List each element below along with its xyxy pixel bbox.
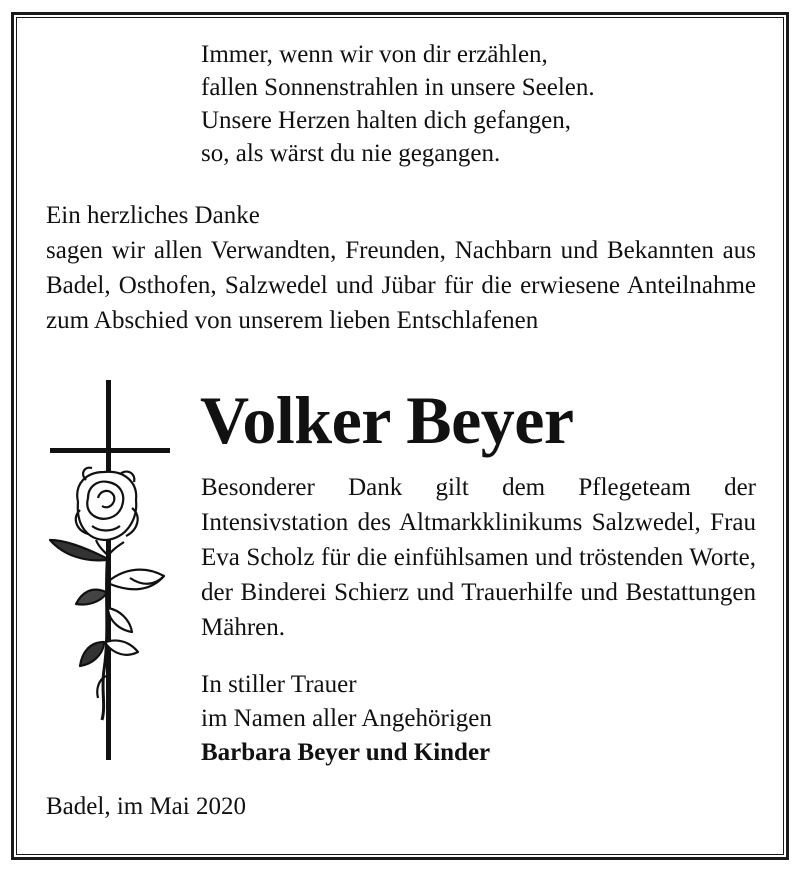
poem-line: so, als wärst du nie gegangen. — [201, 140, 501, 167]
poem-line: Unsere Herzen halten dich gefangen, — [201, 107, 571, 134]
mourning-line: In stiller Trauer — [201, 671, 357, 698]
signer-name: Barbara Beyer und Kinder — [201, 739, 491, 766]
thanks-body: sagen wir allen Verwandten, Freunden, Nachbarn und Bekannten aus Badel, Osthofen, Salzwedel und Jübar für die erwiesene Anteilnahme zum Abschied von unserem lieben Entschlafenen — [46, 237, 756, 334]
mourning-line: im Namen aller Angehörigen — [201, 705, 492, 732]
poem-line: Immer, wenn wir von dir erzählen, — [201, 41, 548, 68]
deceased-name: Volker Beyer — [200, 382, 574, 458]
mourning-signature — [201, 668, 492, 770]
place-date: Badel, im Mai 2020 — [46, 793, 246, 820]
special-thanks: Besonderer Dank gilt dem Pflegeteam der Intensivstation des Altmarkklinikums Salzwedel, Frau Eva Scholz für die einfühlsamen und tröstenden Worte, der Binderei Schierz und Trauerhilfe und Bestattungen Mähren. — [201, 474, 756, 641]
poem-line: fallen Sonnenstrahlen in unsere Seelen. — [201, 74, 595, 101]
thanks-intro: Ein herzliches Danke — [46, 202, 260, 229]
cross-with-rose — [46, 380, 176, 760]
memorial-poem — [201, 38, 595, 170]
